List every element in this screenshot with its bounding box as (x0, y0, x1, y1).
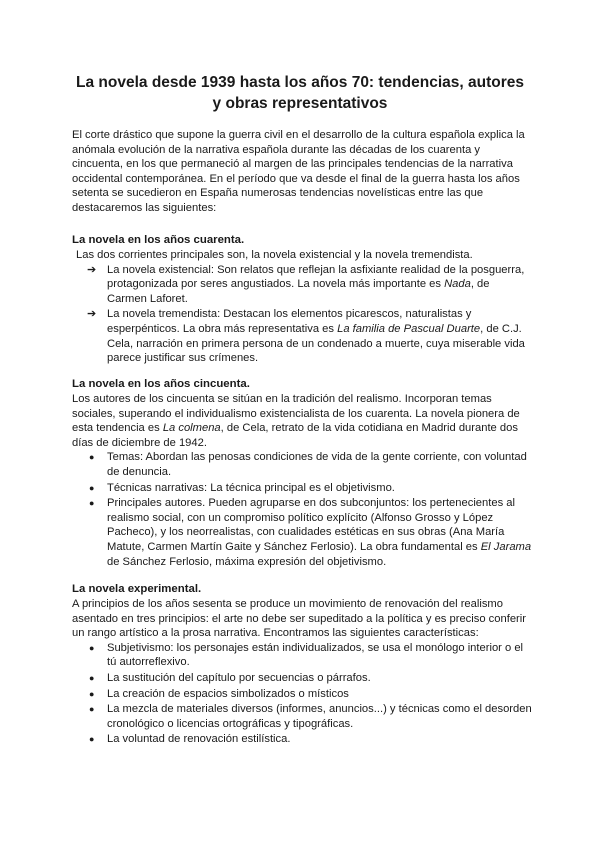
bullet-icon: ● (89, 672, 95, 683)
list-item: ➔ La novela existencial: Son relatos que reflejan la asfixiante realidad de la posguerra, protagonizada por seres angustiados. La novela más importante es Nada, de Carmen Laforet. (87, 263, 525, 305)
bullet-icon: ● (89, 688, 95, 699)
section-intro: Los autores de los cincuenta se sitúan en la tradición del realismo. Incorporan temas sociales, superando el individualismo existencialista de los cuarenta. La novela pionera de esta tendencia es La colmena, de Cela, retrato de la vida cotidiana en Madrid durante dos días de diciembre de 1942. (72, 393, 520, 449)
section-intro: Las dos corrientes principales son, la novela existencial y la novela tremendista. (76, 249, 473, 261)
section-intro: A principios de los años sesenta se produce un movimiento de renovación del realismo asentado en tres principios: el arte no debe ser supeditado a la política y es preciso conferir un rango artístico a la prosa narrativa. Encontramos las siguientes características: (72, 598, 526, 640)
list-item: ● La voluntad de renovación estilística. (89, 733, 291, 746)
page-title: La novela desde 1939 hasta los años 70: tendencias, autores y obras representativos (76, 74, 524, 112)
arrow-icon: ➔ (87, 263, 97, 276)
list-item: ● Subjetivismo: los personajes están individualizados, se usa el monólogo interior o el tú autorreflexivo. (89, 641, 524, 669)
section-experimental (72, 582, 532, 748)
section-heading: La novela en los años cuarenta. (72, 234, 245, 246)
list-item: ● Técnicas narrativas: La técnica principal es el objetivismo. (89, 481, 395, 494)
section-heading: La novela en los años cincuenta. (72, 378, 250, 390)
bullet-icon: ● (89, 452, 95, 463)
bullet-list (72, 450, 532, 569)
arrow-list (72, 263, 532, 366)
bullet-icon: ● (89, 704, 95, 715)
bullet-icon: ● (89, 498, 95, 509)
bullet-list (72, 641, 532, 747)
section-cincuenta (72, 377, 532, 570)
section-heading: La novela experimental. (72, 583, 202, 595)
list-item: ➔ La novela tremendista: Destacan los elementos picarescos, naturalistas y esperpénticos. La obra más representativa es La familia de Pascual Duarte, de C.J. Cela, narración en primera persona de un condenado a muerte, cuya miserable vida parece justificar sus crímenes. (87, 308, 525, 365)
arrow-icon: ➔ (87, 308, 97, 321)
bullet-icon: ● (89, 482, 95, 493)
list-item: ● Temas: Abordan las penosas condiciones de vida de la gente corriente, con voluntad de denuncia. (89, 451, 527, 478)
intro-paragraph: El corte drástico que supone la guerra civil en el desarrollo de la cultura española explica la anómala evolución de la narrativa española durante las décadas de los cuarenta y cincuenta, en los que permaneció al margen de las principales tendencias de la narrativa occidental contemporánea. En el período que va desde el final de la guerra hasta los años setenta se sucedieron en España numerosas tendencias novelísticas entre las que destacaremos las siguientes: (72, 129, 525, 214)
list-item: ● La creación de espacios simbolizados o místicos (89, 687, 349, 700)
list-item: ● La mezcla de materiales diversos (informes, anuncios...) y técnicas como el desorden cronológico o licencias ortográficas y tipográficas. (89, 703, 532, 730)
section-cuarenta (72, 233, 532, 367)
bullet-icon: ● (89, 734, 95, 745)
bullet-icon: ● (89, 642, 95, 653)
list-item: ● La sustitución del capítulo por secuencias o párrafos. (89, 671, 371, 684)
list-item: ● Principales autores. Pueden agruparse en dos subconjuntos: los pertenecientes al realismo social, con un compromiso político explícito (Alfonso Grosso y López Pacheco), y los neorrealistas, con cualidades estéticas en sus obras (Ana María Matute, Carmen Martín Gaite y Sánchez Ferlosio). La obra fundamental es El Jarama de Sánchez Ferlosio, máxima expresión del objetivismo. (89, 497, 532, 568)
